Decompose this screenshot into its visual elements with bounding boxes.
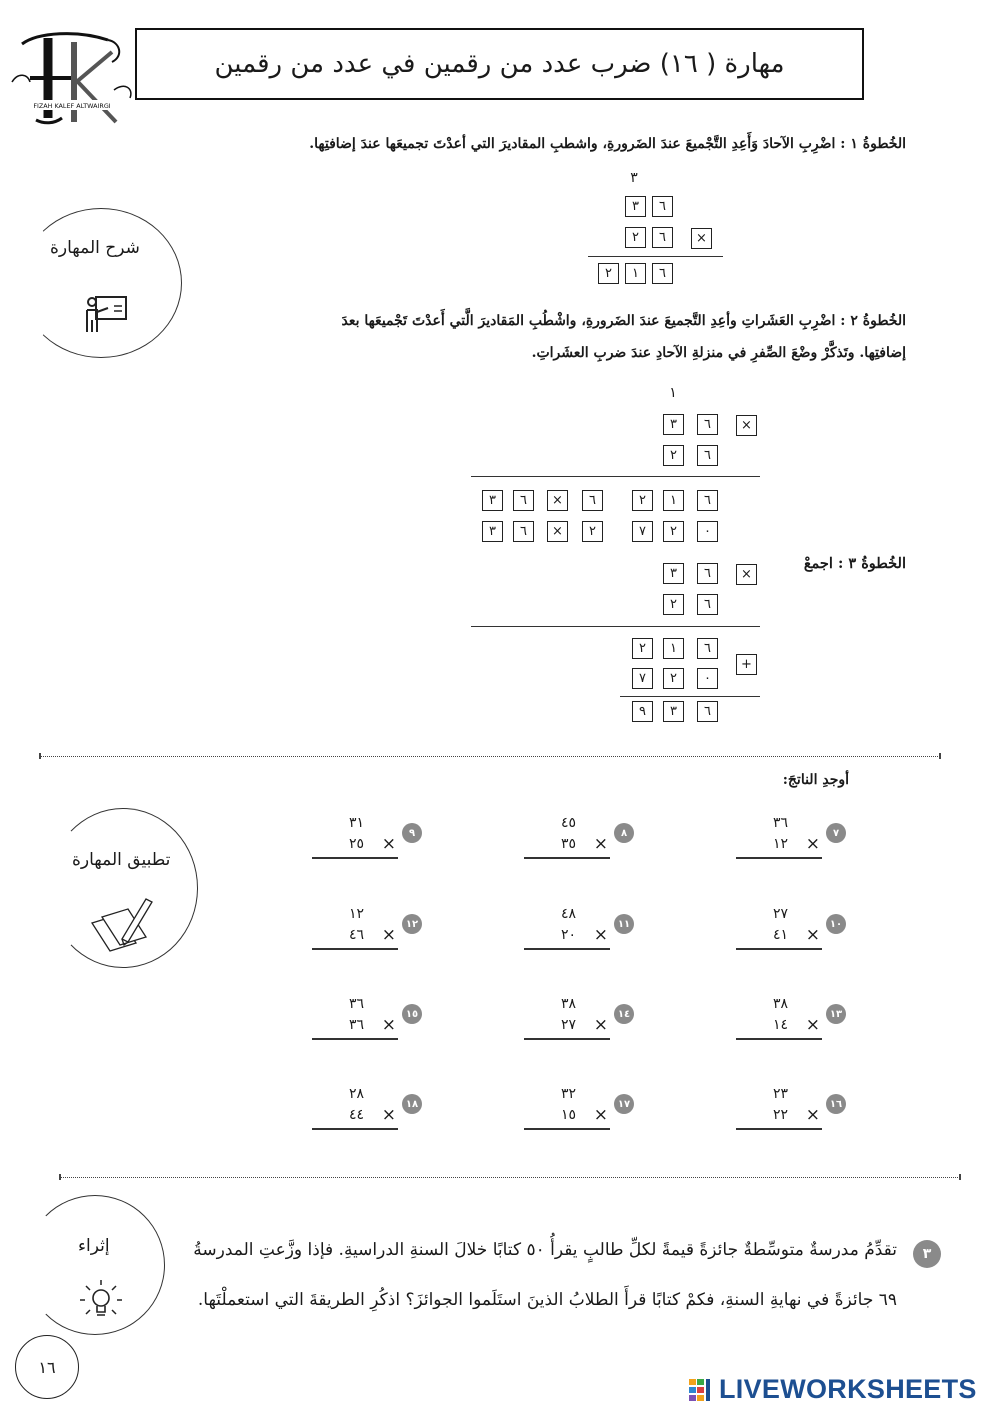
skill-title-box — [135, 28, 864, 100]
step2-times-sign: × — [736, 415, 757, 436]
step1-times-sign: × — [691, 228, 712, 249]
step2-expr2-d2: ٦ — [513, 521, 534, 542]
problem-18 — [312, 1086, 422, 1136]
problem-16-number: ١٦ — [826, 1094, 846, 1114]
step2-line2: إضافتِها. وتَذكَّرْ وضْعَ الصِّفرِ في منزلةِ الآحادِ عندَ ضربِ العشَراتِ. — [531, 345, 906, 361]
problem-13-multiplicand: ٣٨ — [772, 996, 788, 1012]
problem-8 — [524, 815, 634, 865]
step3-add1-hundreds: ٢ — [632, 638, 653, 659]
step1-carry: ٣ — [630, 170, 638, 186]
problem-12 — [312, 906, 422, 956]
problem-11-multiplier: ٢٠ — [560, 927, 576, 943]
problem-17-multiplicand: ٣٢ — [560, 1086, 576, 1102]
problem-16-multiplier: ٢٢ — [772, 1107, 788, 1123]
step2-partial2-ones: ٠ — [697, 521, 718, 542]
problem-18-times-sign: × — [381, 1105, 396, 1125]
problem-14-times-sign: × — [593, 1015, 608, 1035]
problem-13-number: ١٣ — [826, 1004, 846, 1024]
page-number: ١٦ — [15, 1335, 79, 1399]
step2-carry: ١ — [669, 385, 677, 401]
problem-12-multiplier: ٤٦ — [348, 927, 364, 943]
problem-10-multiplier: ٤١ — [772, 927, 788, 943]
step3-add1-ones: ٦ — [697, 638, 718, 659]
section-divider-2 — [60, 1177, 960, 1178]
liveworksheets-text: LIVEWORKSHEETS — [719, 1374, 977, 1404]
step3-top-ones: ٦ — [697, 563, 718, 584]
problem-11 — [524, 906, 634, 956]
step3-sum-hundreds: ٩ — [632, 701, 653, 722]
problem-15-number: ١٥ — [402, 1004, 422, 1024]
problem-9-answer-line — [312, 857, 398, 859]
problem-16 — [736, 1086, 846, 1136]
step2-partial2-hundreds: ٧ — [632, 521, 653, 542]
problem-8-number: ٨ — [614, 823, 634, 843]
problem-11-times-sign: × — [593, 925, 608, 945]
problem-17-answer-line — [524, 1128, 610, 1130]
problem-17-multiplier: ١٥ — [560, 1107, 576, 1123]
step2-top-ones: ٦ — [697, 414, 718, 435]
step3-top-tens: ٣ — [663, 563, 684, 584]
enrichment-question-number: ٣ — [913, 1240, 941, 1268]
step1-text: الخُطوةُ ١ : اضْرِبِ الآحادَ وَأَعِدِ التَّجْميعَ عندَ الضَرورةِ، واشطبِ المقاديرَ التي أعدْتَ تجميعَها عندَ إضافتِها. — [309, 136, 906, 152]
liveworksheets-icon — [689, 1379, 715, 1401]
divider-2-left-tick — [59, 1174, 61, 1180]
problem-17 — [524, 1086, 634, 1136]
problem-10-multiplicand: ٢٧ — [772, 906, 788, 922]
fk-logo — [8, 22, 136, 130]
problem-14-multiplier: ٢٧ — [560, 1017, 576, 1033]
explain-label: شرح المهارة — [50, 238, 140, 258]
divider-1-right-tick — [939, 753, 941, 759]
enrichment-line2: ٦٩ جائزةً في نهايةِ السنةِ، فكمْ كتابًا قرأَ الطلابُ الذينَ استَلَموا الجوائزَ؟ اذكُرِ الطريقةَ التي استعملْتَها. — [197, 1290, 897, 1310]
apply-label: تطبيق المهارة — [72, 850, 171, 870]
problem-7-number: ٧ — [826, 823, 846, 843]
problem-13-answer-line — [736, 1038, 822, 1040]
problem-9-multiplier: ٢٥ — [348, 836, 364, 852]
step3-label: الخُطوةُ ٣ : اجمعْ — [803, 555, 906, 572]
problem-10-times-sign: × — [805, 925, 820, 945]
step3-add2-ones: ٠ — [697, 668, 718, 689]
enrichment-line1: تقدِّمُ مدرسةٌ متوسِّطةٌ جائزةً قيمةً لكلِّ طالبٍ يقرأُ ٥٠ كتابًا خلالَ السنةِ الدراسيةِ. فإذا وزَّعتِ المدرسةُ — [193, 1240, 897, 1260]
problem-8-multiplicand: ٤٥ — [560, 815, 576, 831]
problem-8-times-sign: × — [593, 834, 608, 854]
problem-7-times-sign: × — [805, 834, 820, 854]
problem-12-answer-line — [312, 948, 398, 950]
svg-text:FIZAH KALEF ALTWAIRGI: FIZAH KALEF ALTWAIRGI — [33, 102, 111, 110]
step1-bottom-tens: ٢ — [625, 227, 646, 248]
step3-times-sign: × — [736, 564, 757, 585]
step3-plus-sign: + — [736, 654, 757, 675]
problem-17-times-sign: × — [593, 1105, 608, 1125]
step3-line2 — [620, 696, 760, 697]
section-divider-1 — [40, 756, 940, 757]
step3-line1 — [471, 626, 760, 627]
lightbulb-icon — [76, 1276, 126, 1330]
problem-9-multiplicand: ٣١ — [348, 815, 364, 831]
step1-bottom-ones: ٦ — [652, 227, 673, 248]
teacher-board-icon — [84, 294, 128, 338]
enrich-label: إثراء — [78, 1236, 110, 1256]
problem-14-number: ١٤ — [614, 1004, 634, 1024]
problem-7 — [736, 815, 846, 865]
problem-16-times-sign: × — [805, 1105, 820, 1125]
problem-12-number: ١٢ — [402, 914, 422, 934]
problem-14-multiplicand: ٣٨ — [560, 996, 576, 1012]
problem-8-answer-line — [524, 857, 610, 859]
step2-expr1-d3: ٣ — [482, 490, 503, 511]
step2-bottom-tens: ٢ — [663, 445, 684, 466]
problem-13-times-sign: × — [805, 1015, 820, 1035]
problem-9-number: ٩ — [402, 823, 422, 843]
step2-top-tens: ٣ — [663, 414, 684, 435]
step2-expr2-d3: ٣ — [482, 521, 503, 542]
problem-9-times-sign: × — [381, 834, 396, 854]
step3-add1-tens: ١ — [663, 638, 684, 659]
step2-partial1-ones: ٦ — [697, 490, 718, 511]
divider-2-right-tick — [959, 1174, 961, 1180]
step1-top-ones: ٦ — [652, 196, 673, 217]
problem-7-multiplier: ١٢ — [772, 836, 788, 852]
problem-12-times-sign: × — [381, 925, 396, 945]
problem-9 — [312, 815, 422, 865]
step2-partial2-tens: ٢ — [663, 521, 684, 542]
step3-sum-tens: ٣ — [663, 701, 684, 722]
step1-result-ones: ٦ — [652, 263, 673, 284]
step2-expr1-d1: × — [547, 490, 568, 511]
problem-8-multiplier: ٣٥ — [560, 836, 576, 852]
problem-15-answer-line — [312, 1038, 398, 1040]
problem-10-number: ١٠ — [826, 914, 846, 934]
step1-line — [588, 256, 723, 257]
skill-title: مهارة ( ١٦) ضرب عدد من رقمين في عدد من رقمين — [214, 49, 785, 79]
problem-7-answer-line — [736, 857, 822, 859]
step1-result-tens: ١ — [625, 263, 646, 284]
problem-15-multiplier: ٣٦ — [348, 1017, 364, 1033]
problem-11-number: ١١ — [614, 914, 634, 934]
problem-13 — [736, 996, 846, 1046]
problem-13-multiplier: ١٤ — [772, 1017, 788, 1033]
problem-12-multiplicand: ١٢ — [348, 906, 364, 922]
step3-bottom-ones: ٦ — [697, 594, 718, 615]
step2-expr1-d2: ٦ — [513, 490, 534, 511]
problem-18-multiplier: ٤٤ — [348, 1107, 364, 1123]
problem-14-answer-line — [524, 1038, 610, 1040]
step2-line1: الخُطوةُ ٢ : اضْرِبِ العَشَراتِ وأعِدِ التَّجميعَ عندَ الضَرورةِ، واشْطُبِ المَقاديرَ الَّتي أَعدْتَ تَجْميعَها بعدَ — [341, 313, 906, 329]
step3-add2-tens: ٢ — [663, 668, 684, 689]
liveworksheets-brand — [689, 1374, 977, 1405]
problem-18-multiplicand: ٢٨ — [348, 1086, 364, 1102]
problem-15-times-sign: × — [381, 1015, 396, 1035]
problem-15 — [312, 996, 422, 1046]
step2-bottom-ones: ٦ — [697, 445, 718, 466]
problem-10 — [736, 906, 846, 956]
problem-7-multiplicand: ٣٦ — [772, 815, 788, 831]
paper-pencil-icon — [88, 893, 160, 957]
problem-16-answer-line — [736, 1128, 822, 1130]
step2-expr2-d1: × — [547, 521, 568, 542]
problem-15-multiplicand: ٣٦ — [348, 996, 364, 1012]
step2-expr1-d0: ٦ — [582, 490, 603, 511]
problem-16-multiplicand: ٢٣ — [772, 1086, 788, 1102]
find-result-label: أوجدِ الناتجَ: — [782, 772, 849, 788]
problem-11-answer-line — [524, 948, 610, 950]
step1-top-tens: ٣ — [625, 196, 646, 217]
problem-17-number: ١٧ — [614, 1094, 634, 1114]
problem-18-answer-line — [312, 1128, 398, 1130]
step3-bottom-tens: ٢ — [663, 594, 684, 615]
step3-add2-hundreds: ٧ — [632, 668, 653, 689]
step2-partial1-tens: ١ — [663, 490, 684, 511]
step3-sum-ones: ٦ — [697, 701, 718, 722]
problem-14 — [524, 996, 634, 1046]
problem-11-multiplicand: ٤٨ — [560, 906, 576, 922]
problem-18-number: ١٨ — [402, 1094, 422, 1114]
step2-partial1-hundreds: ٢ — [632, 490, 653, 511]
step2-expr2-d0: ٢ — [582, 521, 603, 542]
step1-result-hundreds: ٢ — [598, 263, 619, 284]
problem-10-answer-line — [736, 948, 822, 950]
step2-line — [471, 476, 760, 477]
divider-1-left-tick — [39, 753, 41, 759]
